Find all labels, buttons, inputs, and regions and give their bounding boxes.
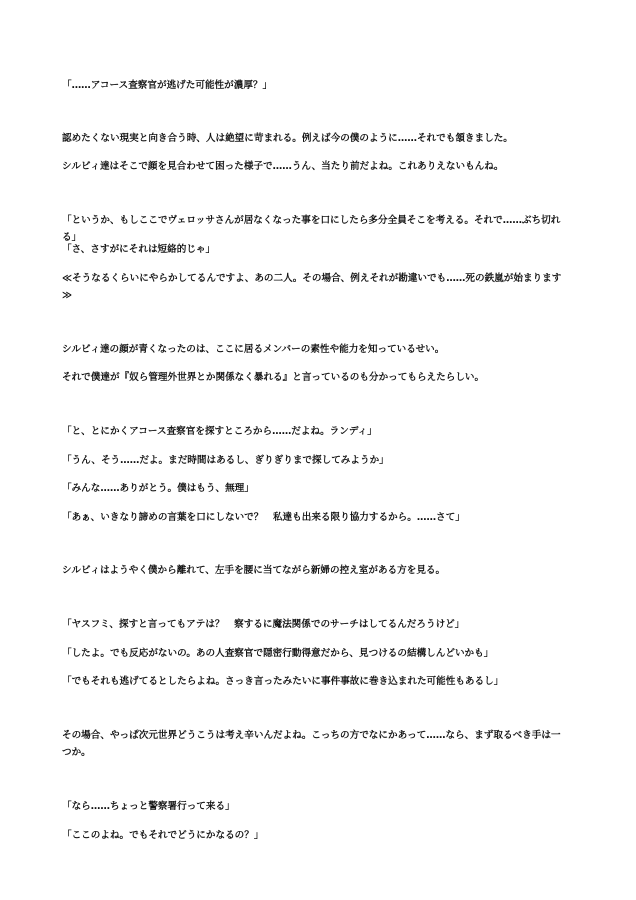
narration-line: シルビィ達はそこで顔を見合わせて困った様子で……うん、当たり前だよね。これありえないもんね。 <box>62 161 504 172</box>
narration-line: それで僕達が『奴ら管理外世界とか関係なく暴れる』と言っているのも分かってもらえたらしい。 <box>62 372 485 383</box>
dialogue-line: 「ヤスフミ、探すと言ってもアテは？ 察するに魔法関係でのサーチはしてるんだろうけど」 <box>62 619 465 630</box>
dialogue-line: 「さ、さすがにそれは短絡的じゃ」 <box>62 244 216 255</box>
dialogue-line: 「と、とにかくアコース査察官を探すところから……だよね。ランディ」 <box>62 426 377 437</box>
narration-line: 認めたくない現実と向き合う時、人は絶望に苛まれる。例えば今の僕のように……それでも頷きました。 <box>62 133 513 144</box>
dialogue-line: 「みんな……ありがとう。僕はもう、無理」 <box>62 483 254 494</box>
dialogue-line: 「あぁ、いきなり諦めの言葉を口にしないで？ 私達も出来る限り協力するから。……さて」 <box>62 512 465 523</box>
dialogue-line: 「……アコース査察官が逃げた可能性が濃厚？」 <box>62 80 273 91</box>
dialogue-line: 「うん、そう……だよ。まだ時間はあるし、ぎりぎりまで探してみようか」 <box>62 455 389 466</box>
dialogue-line: 「したよ。でも反応がないの。あの人査察官で隠密行動得意だから、見つけるの結構しんどいかも」 <box>62 648 494 659</box>
narration-line: シルビィはようやく僕から離れて、左手を腰に当てながら新婦の控え室がある方を見る。 <box>62 565 446 576</box>
dialogue-line: 「というか、もしここでヴェロッサさんが居なくなった事を口にしたら多分全員そこを考える。それで……ぶち切れる」 <box>62 215 561 243</box>
narration-line: シルビィ達の顔が青くなったのは、ここに居るメンバーの素性や能力を知っているせい。 <box>62 344 445 355</box>
dialogue-line: 「なら……ちょっと警察署行って来る」 <box>62 801 235 812</box>
dialogue-line: 「ここのよね。でもそれでどうにかなるの？」 <box>62 830 264 841</box>
device-line: ≪そうなるくらいにやらかしてるんですよ、あの二人。その場合、例えそれが勘違いでも……死の鉄嵐が始まります≫ <box>62 273 562 301</box>
narration-line: その場合、やっぱ次元世界どうこうは考え辛いんだよね。こっちの方でなにかあって……なら、まず取るべき手は一つか。 <box>62 730 561 758</box>
dialogue-line: 「でもそれも逃げてるとしたらよね。さっき言ったみたいに事件事故に巻き込まれた可能性もあるし」 <box>62 676 504 687</box>
